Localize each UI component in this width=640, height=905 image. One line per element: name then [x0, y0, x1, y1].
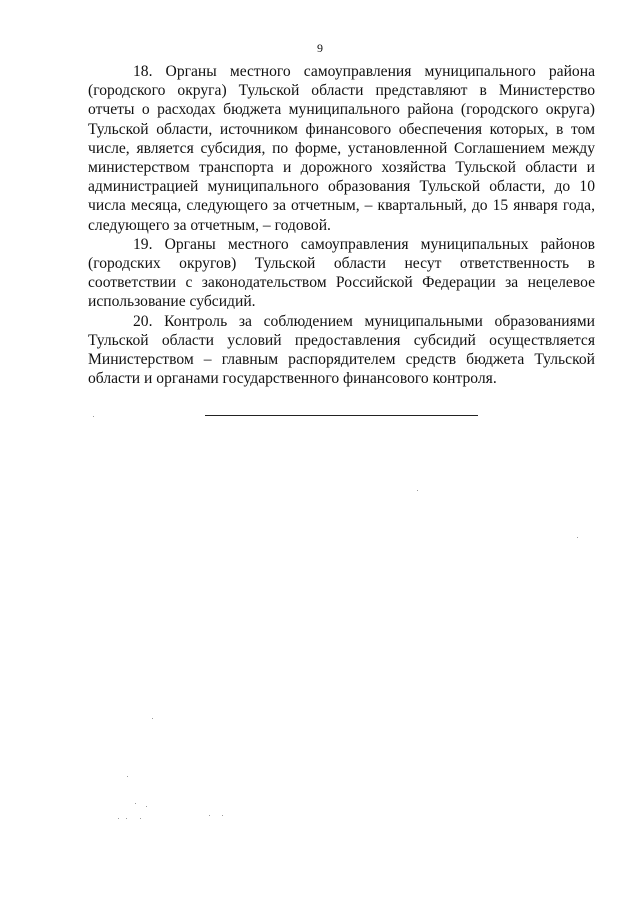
- scan-speck: [93, 416, 94, 417]
- scan-speck: [140, 818, 141, 819]
- paragraph-20: 20. Контроль за соблюдением муниципальными образованиями Тульской области условий предоставления субсидий осуществляется Министерством – главным распорядителем средств бюджета Тульской области и органами государственного финансового контроля.: [88, 312, 595, 388]
- scan-speck: [152, 718, 153, 719]
- scan-speck: [222, 815, 223, 816]
- scan-speck: [135, 803, 136, 804]
- page-number: 9: [317, 41, 323, 55]
- paragraph-19: 19. Органы местного самоуправления муниципальных районов (городских округов) Тульской области несут ответственность в соответствии с законодательством Российской Федерации за нецелевое использование субсидий.: [88, 235, 595, 311]
- scan-speck: [146, 806, 147, 807]
- paragraph-18: 18. Органы местного самоуправления муниципального района (городского округа) Тульской области представляют в Министерство отчеты о расходах бюджета муниципального района (городского округа) Тульской области, источником финансового обеспечения которых, в том числе, является субсидия, по форме, установленной Соглашением между министерством транспорта и дорожного хозяйства Тульской области и администрацией муниципального образования Тульской области, до 10 числа месяца, следующего за отчетным, – квартальный, до 15 января года, следующего за отчетным, – годовой.: [88, 63, 595, 234]
- scan-speck: [127, 776, 128, 777]
- scan-speck: [209, 815, 210, 816]
- document-body: [88, 62, 595, 388]
- scan-speck: [417, 490, 418, 491]
- closing-divider-line: [205, 415, 478, 416]
- scan-speck: [126, 818, 127, 819]
- scan-speck: [118, 818, 119, 819]
- scan-speck: [577, 537, 578, 538]
